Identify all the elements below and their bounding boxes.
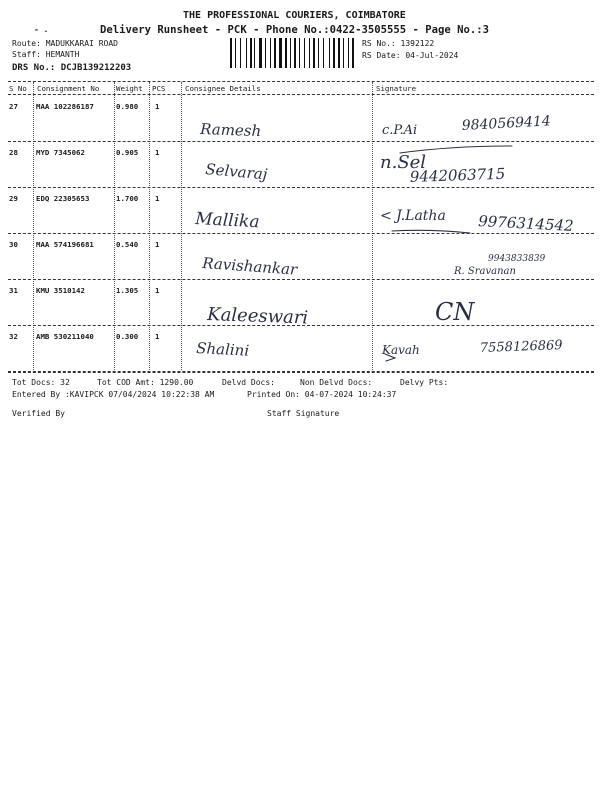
rs-date: RS Date: 04-Jul-2024 <box>362 51 459 60</box>
row-consignment: EDQ 22305653 <box>36 194 90 203</box>
row-weight: 1.700 <box>116 194 139 203</box>
delivery-points: Delvy Pts: <box>400 378 449 387</box>
row-sno: 27 <box>9 102 18 111</box>
consignee-handwritten: Shalini <box>195 339 250 360</box>
col-weight: Weight <box>116 84 143 93</box>
route-label: Route: MADUKKARAI ROAD <box>12 39 118 48</box>
row-sno: 30 <box>9 240 18 249</box>
row-weight: 0.905 <box>116 148 139 157</box>
signature-handwritten: R. Sravanan <box>454 266 516 277</box>
rs-number: RS No.: 1392122 <box>362 39 435 48</box>
row-pcs: 1 <box>155 240 160 249</box>
col-consignee: Consignee Details <box>185 84 261 93</box>
row-pcs: 1 <box>155 148 160 157</box>
non-delivered-docs: Non Delvd Docs: <box>300 378 373 387</box>
signature-handwritten: < J.Latha <box>380 208 446 224</box>
row-consignment: MYD 7345062 <box>36 148 85 157</box>
total-docs: Tot Docs: 32 <box>12 378 70 387</box>
pen-stroke <box>392 230 470 233</box>
row-pcs: 1 <box>155 194 160 203</box>
row-weight: 0.300 <box>116 332 139 341</box>
phone-handwritten: 9442063715 <box>409 164 506 186</box>
phone-handwritten: 7558126869 <box>479 338 563 356</box>
drs-number: DRS No.: DCJB139212203 <box>12 63 132 73</box>
signature-handwritten: c.P.Ai <box>382 123 418 138</box>
runsheet-title: Delivery Runsheet - PCK - Phone No.:0422-3505555 - Page No.:3 <box>100 24 490 36</box>
entered-by: Entered By :KAVIPCK 07/04/2024 10:22:38 AM <box>12 390 215 399</box>
company-title: THE PROFESSIONAL COURIERS, COIMBATORE <box>183 10 406 21</box>
consignee-handwritten: Kaleeswari <box>206 304 309 329</box>
signature-handwritten: CN <box>435 298 475 326</box>
row-pcs: 1 <box>155 102 160 111</box>
row-weight: 1.305 <box>116 286 139 295</box>
staff-label: Staff: HEMANTH <box>12 50 80 59</box>
row-consignment: AMB 530211040 <box>36 332 94 341</box>
phone-handwritten: 9840569414 <box>461 113 552 134</box>
row-pcs: 1 <box>155 332 160 341</box>
phone-handwritten: 9943833839 <box>488 254 546 264</box>
total-cod: Tot COD Amt: 1290.00 <box>97 378 194 387</box>
signature-handwritten: Kavah <box>382 343 420 357</box>
row-consignment: MAA 102286187 <box>36 102 94 111</box>
footer-rule <box>8 372 594 373</box>
consignee-handwritten: Ravishankar <box>201 254 298 279</box>
signature-handwritten: n.Sel <box>380 152 427 173</box>
row-pcs: 1 <box>155 286 160 295</box>
col-sno: S No <box>9 84 27 93</box>
row-weight: 0.540 <box>116 240 139 249</box>
row-sno: 32 <box>9 332 18 341</box>
verified-by: Verified By <box>12 409 65 418</box>
consignee-handwritten: Ramesh <box>199 120 262 141</box>
phone-handwritten: 9976314542 <box>477 212 575 235</box>
staff-signature: Staff Signature <box>267 409 340 418</box>
corner-mark: - . <box>34 25 49 34</box>
col-pcs: PCS <box>152 84 166 93</box>
row-sno: 28 <box>9 148 18 157</box>
delivered-docs: Delvd Docs: <box>222 378 275 387</box>
row-consignment: KMU 3510142 <box>36 286 85 295</box>
consignee-handwritten: Selvaraj <box>204 160 269 184</box>
row-weight: 0.980 <box>116 102 139 111</box>
col-signature: Signature <box>376 84 417 93</box>
row-sno: 31 <box>9 286 18 295</box>
printed-on: Printed On: 04-07-2024 10:24:37 <box>247 390 397 399</box>
row-sno: 29 <box>9 194 18 203</box>
row-consignment: MAA 574196681 <box>36 240 94 249</box>
col-consignment: Consignment No <box>37 84 100 93</box>
consignee-handwritten: Mallika <box>194 209 260 233</box>
